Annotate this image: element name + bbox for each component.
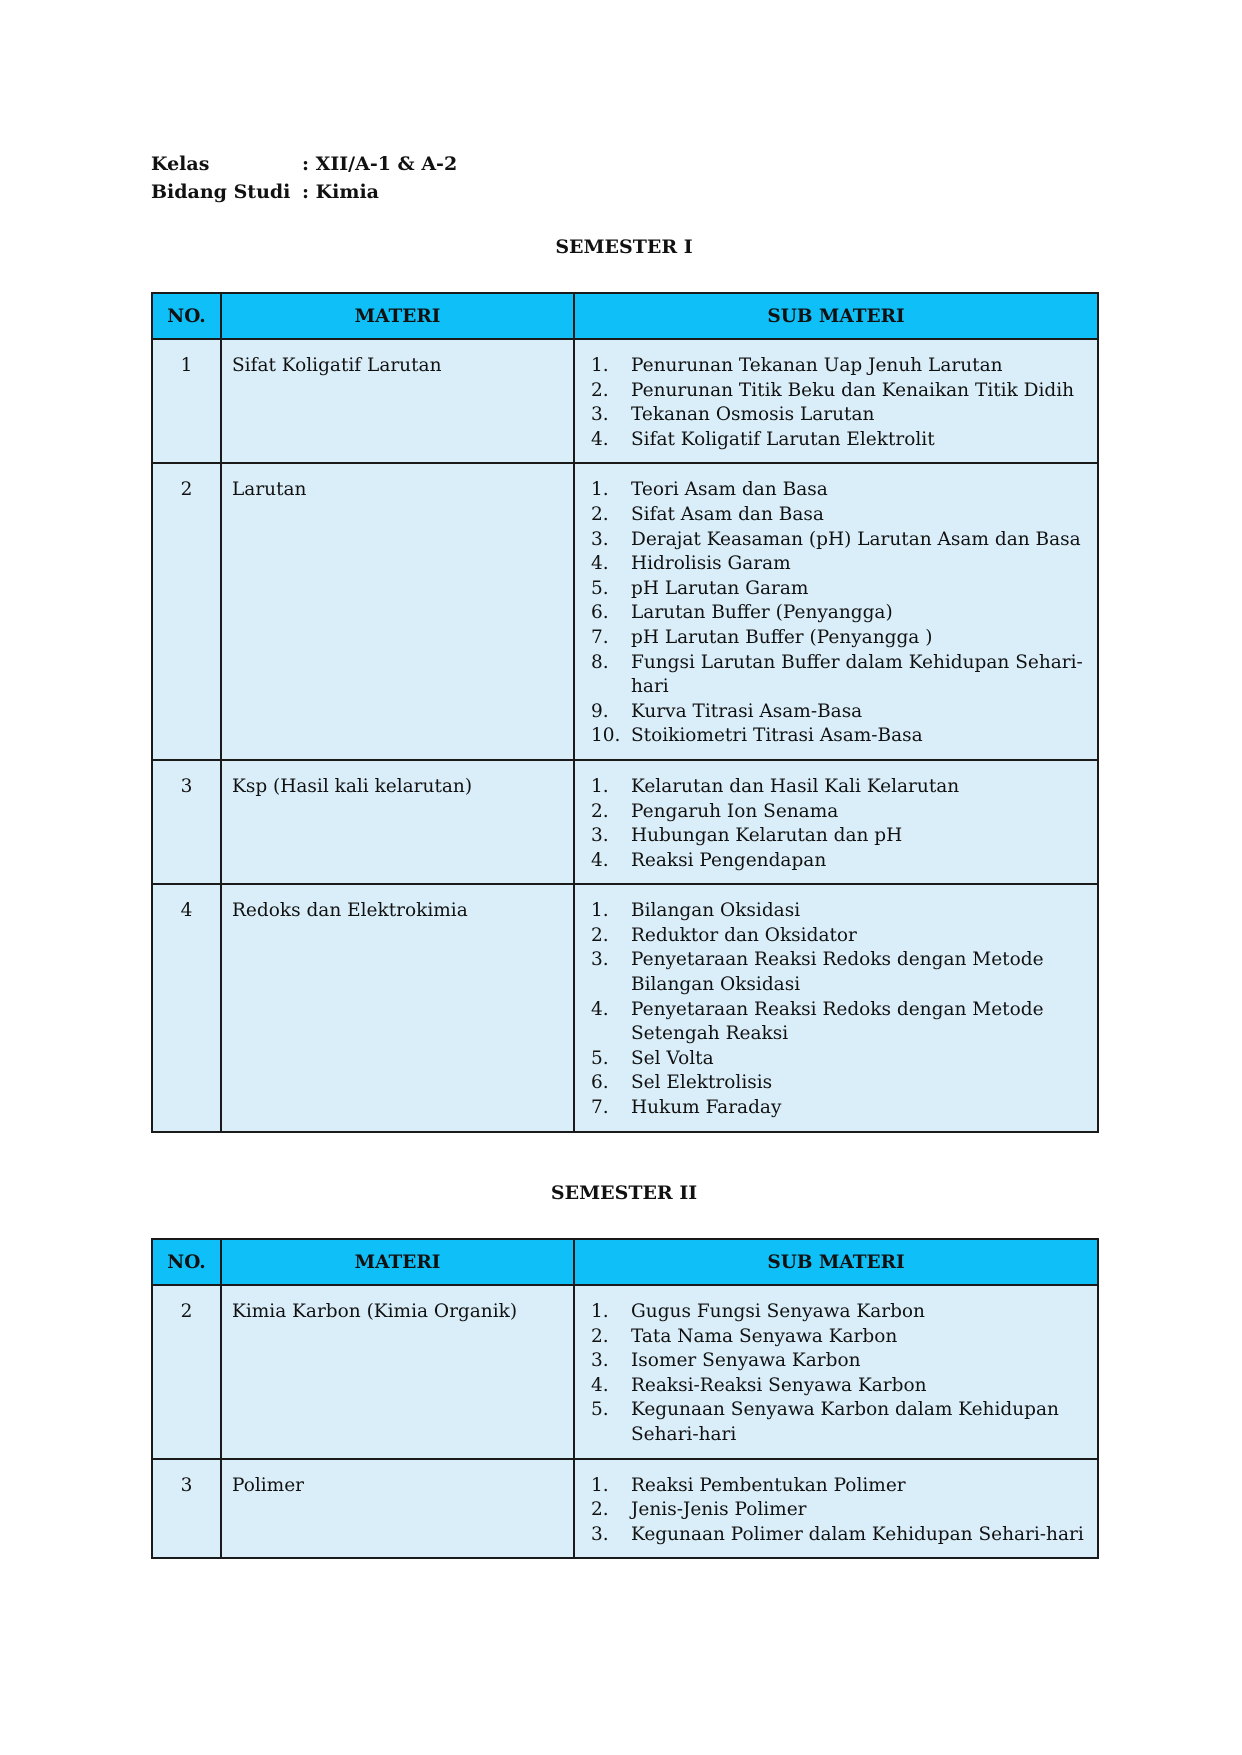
list-item (591, 528, 1087, 553)
semester-2-table (151, 1238, 1099, 1559)
list-item-number: 1. (591, 355, 609, 376)
list-item-text: Penyetaraan Reaksi Redoks dengan Metode Setengah Reaksi (631, 998, 1044, 1045)
sub-materi-cell (574, 1459, 1098, 1559)
list-item (591, 1523, 1087, 1548)
list-item-text: pH Larutan Garam (631, 577, 809, 599)
list-item-text: Sifat Asam dan Basa (631, 503, 824, 525)
list-item-number: 1. (591, 775, 609, 797)
list-item-number: 5. (591, 1047, 609, 1069)
row-number: 3 (152, 760, 221, 884)
kelas-value: : XII/A-1 & A-2 (302, 153, 458, 175)
list-item (591, 1096, 1087, 1121)
table-row (152, 884, 1098, 1131)
list-item-text: Kegunaan Polimer dalam Kehidupan Sehari-hari (631, 1523, 1084, 1545)
row-number: 1 (152, 339, 221, 463)
list-item-number: 2. (591, 1325, 609, 1347)
list-item-text: Hidrolisis Garam (631, 553, 791, 575)
list-item-text: Bilangan Oksidasi (631, 900, 801, 922)
list-item (591, 403, 1087, 428)
materi-cell: Larutan (221, 463, 574, 760)
list-item-text: Kegunaan Senyawa Karbon dalam Kehidupan Sehari-hari (631, 1399, 1059, 1445)
list-item-number: 6. (591, 1072, 609, 1094)
list-item-text: Penurunan Titik Beku dan Kenaikan Titik Didih (631, 379, 1075, 401)
list-item-number: 6. (591, 602, 609, 624)
list-item-text: Fungsi Larutan Buffer dalam Kehidupan Sehari-hari (631, 651, 1083, 698)
list-item (591, 1047, 1087, 1072)
list-item (591, 552, 1087, 577)
list-item-text: Reduktor dan Oksidator (631, 924, 857, 946)
list-item-text: Sel Volta (631, 1047, 714, 1069)
column-header-sub-materi: SUB MATERI (574, 1239, 1098, 1285)
list-item-text: Kelarutan dan Hasil Kali Kelarutan (631, 775, 960, 797)
list-item-text: Hukum Faraday (631, 1097, 782, 1119)
list-item (591, 724, 1087, 749)
list-item (591, 700, 1087, 725)
list-item (591, 478, 1087, 503)
list-item-number: 9. (591, 700, 609, 722)
row-number: 3 (152, 1459, 221, 1559)
list-item (591, 577, 1087, 602)
sub-materi-list (585, 1300, 1087, 1448)
sub-materi-list (585, 478, 1087, 749)
list-item-text: Penurunan Tekanan Uap Jenuh Larutan (631, 355, 1003, 376)
materi-cell: Sifat Koligatif Larutan (221, 339, 574, 463)
list-item-number: 5. (591, 1399, 609, 1421)
row-number: 2 (152, 1285, 221, 1459)
list-item-number: 7. (591, 1097, 609, 1119)
materi-cell: Polimer (221, 1459, 574, 1559)
list-item-text: Reaksi Pengendapan (631, 849, 827, 871)
list-item-number: 3. (591, 1350, 609, 1372)
list-item-text: pH Larutan Buffer (Penyangga ) (631, 626, 933, 648)
list-item-number: 8. (591, 651, 609, 673)
materi-cell: Redoks dan Elektrokimia (221, 884, 574, 1131)
column-header-no: NO. (152, 293, 221, 339)
column-header-no: NO. (152, 1239, 221, 1285)
list-item (591, 1325, 1087, 1350)
list-item (591, 379, 1087, 404)
list-item (591, 800, 1087, 825)
bidang-studi-label: Bidang Studi (151, 181, 291, 203)
list-item (591, 899, 1087, 924)
list-item-number: 7. (591, 626, 609, 648)
column-header-sub-materi: SUB MATERI (574, 293, 1098, 339)
list-item-number: 4. (591, 553, 609, 575)
table-row (152, 463, 1098, 760)
column-header-materi: MATERI (221, 293, 574, 339)
list-item-text: Jenis-Jenis Polimer (631, 1499, 807, 1521)
materi-cell: Ksp (Hasil kali kelarutan) (221, 760, 574, 884)
list-item-text: Kurva Titrasi Asam-Basa (631, 700, 863, 722)
list-item-text: Reaksi Pembentukan Polimer (631, 1474, 906, 1496)
list-item (591, 1498, 1087, 1523)
semester-1-table (151, 292, 1099, 1133)
header-info (151, 150, 457, 206)
column-header-materi: MATERI (221, 1239, 574, 1285)
list-item-number: 4. (591, 849, 609, 871)
list-item-number: 1. (591, 1474, 609, 1496)
bidang-studi-row (151, 178, 457, 206)
table-row (152, 339, 1098, 463)
list-item-text: Larutan Buffer (Penyangga) (631, 602, 893, 624)
list-item-text: Hubungan Kelarutan dan pH (631, 825, 903, 847)
kelas-label: Kelas (151, 153, 210, 175)
list-item (591, 1374, 1087, 1399)
list-item (591, 1398, 1087, 1447)
list-item (591, 626, 1087, 651)
list-item-number: 2. (591, 379, 609, 401)
kelas-row (151, 150, 457, 178)
list-item-number: 3. (591, 825, 609, 847)
materi-cell: Kimia Karbon (Kimia Organik) (221, 1285, 574, 1459)
list-item (591, 1349, 1087, 1374)
list-item-number: 2. (591, 1499, 609, 1521)
list-item-text: Tata Nama Senyawa Karbon (631, 1325, 898, 1347)
sub-materi-cell (574, 1285, 1098, 1459)
sub-materi-list (585, 1474, 1087, 1548)
list-item (591, 948, 1087, 997)
list-item (591, 428, 1087, 453)
list-item-number: 3. (591, 528, 609, 550)
list-item-number: 2. (591, 924, 609, 946)
list-item-number: 2. (591, 503, 609, 525)
list-item (591, 354, 1087, 379)
list-item-number: 4. (591, 428, 609, 450)
list-item-text: Tekanan Osmosis Larutan (631, 404, 875, 426)
list-item-number: 3. (591, 404, 609, 426)
list-item-number: 3. (591, 1523, 609, 1545)
list-item (591, 775, 1087, 800)
list-item (591, 924, 1087, 949)
list-item-text: Teori Asam dan Basa (631, 479, 828, 501)
list-item-text: Sifat Koligatif Larutan Elektrolit (631, 428, 935, 450)
semester-1-title: SEMESTER I (555, 236, 693, 258)
list-item-number: 2. (591, 800, 609, 822)
list-item-text: Isomer Senyawa Karbon (631, 1350, 861, 1372)
list-item-text: Stoikiometri Titrasi Asam-Basa (631, 725, 923, 747)
sub-materi-list (585, 775, 1087, 873)
table-row (152, 760, 1098, 884)
list-item-number: 3. (591, 949, 609, 971)
row-number: 4 (152, 884, 221, 1131)
list-item (591, 601, 1087, 626)
list-item (591, 1474, 1087, 1499)
list-item-number: 4. (591, 1374, 609, 1396)
list-item (591, 824, 1087, 849)
list-item (591, 1071, 1087, 1096)
list-item-text: Gugus Fungsi Senyawa Karbon (631, 1301, 925, 1322)
list-item (591, 503, 1087, 528)
list-item-number: 5. (591, 577, 609, 599)
list-item-text: Derajat Keasaman (pH) Larutan Asam dan Basa (631, 528, 1081, 550)
list-item (591, 651, 1087, 700)
bidang-studi-value: : Kimia (302, 181, 379, 203)
sub-materi-list (585, 354, 1087, 452)
sub-materi-cell (574, 463, 1098, 760)
table-row (152, 1459, 1098, 1559)
semester-2-title: SEMESTER II (550, 1182, 698, 1204)
list-item-number: 4. (591, 998, 609, 1020)
table-row (152, 1285, 1098, 1459)
list-item-text: Sel Elektrolisis (631, 1072, 773, 1094)
table-header-row (152, 293, 1098, 339)
sub-materi-cell (574, 760, 1098, 884)
row-number: 2 (152, 463, 221, 760)
list-item-text: Pengaruh Ion Senama (631, 800, 839, 822)
table-header-row (152, 1239, 1098, 1285)
list-item-number: 10. (591, 725, 621, 747)
list-item (591, 849, 1087, 874)
list-item-number: 1. (591, 900, 609, 922)
sub-materi-cell (574, 339, 1098, 463)
sub-materi-cell (574, 884, 1098, 1131)
list-item-number: 1. (591, 479, 609, 501)
list-item-text: Reaksi-Reaksi Senyawa Karbon (631, 1374, 927, 1396)
list-item-number: 1. (591, 1301, 609, 1322)
list-item (591, 1300, 1087, 1325)
list-item-text: Penyetaraan Reaksi Redoks dengan Metode Bilangan Oksidasi (631, 949, 1044, 996)
list-item (591, 998, 1087, 1047)
sub-materi-list (585, 899, 1087, 1120)
